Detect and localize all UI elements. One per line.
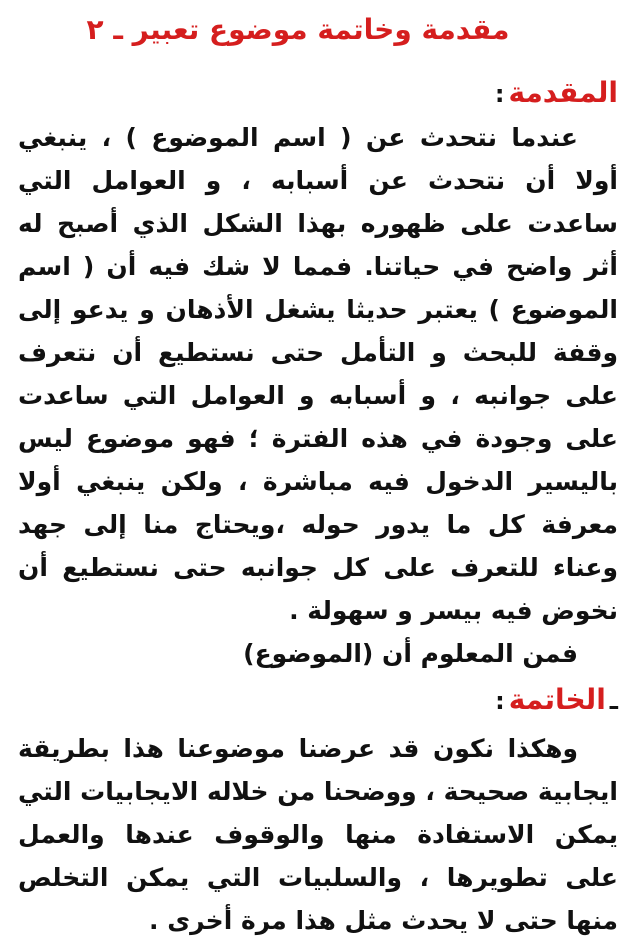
conclusion-heading-label: الخاتمة	[508, 683, 606, 716]
intro-heading-colon: :	[494, 80, 505, 108]
conclusion-heading-colon: :	[495, 687, 505, 715]
intro-heading	[18, 70, 618, 116]
document-title: مقدمة وخاتمة موضوع تعبير ـ ٢	[86, 13, 510, 46]
conclusion-heading	[18, 677, 618, 723]
intro-heading-label: المقدمة	[508, 76, 618, 109]
intro-paragraph: عندما نتحدث عن ( اسم الموضوع ) ، ينبغي أولا أن نتحدث عن أسبابه ، و العوامل التي ساعدت على ظهوره بهذا الشكل الذي أصبح له أثر واضح في حياتنا. فمما لا شك فيه أن ( اسم الموضوع ) يعتبر حديثا يشغل الأذهان و يدعو إلى وقفة للبحث و التأمل حتى نستطيع أن نتعرف على جوانبه ، و أسبابه و العوامل التي ساعدت على وجودة في هذه الفترة ؛ فهو موضوع ليس باليسير الدخول فيه مباشرة ، ولكن ينبغي أولا معرفة كل ما يدور حوله ،ويحتاج منا إلى جهد وعناء للتعرف على كل جوانبه حتى نستطيع أن نخوض فيه بيسر و سهولة .	[18, 123, 618, 625]
conclusion-paragraph: وهكذا نكون قد عرضنا موضوعنا هذا بطريقة ايجابية صحيحة ، ووضحنا من خلاله الايجابيات التي يمكن الاستفادة منها والوقوف عندها والعمل على تطويرها ، والسلبيات التي يمكن التخلص منها حتى لا يحدث مثل هذا مرة أخرى .	[18, 734, 618, 935]
intro-followup: فمن المعلوم أن (الموضوع)	[243, 639, 578, 668]
conclusion-heading-dash: ـ	[609, 687, 618, 715]
